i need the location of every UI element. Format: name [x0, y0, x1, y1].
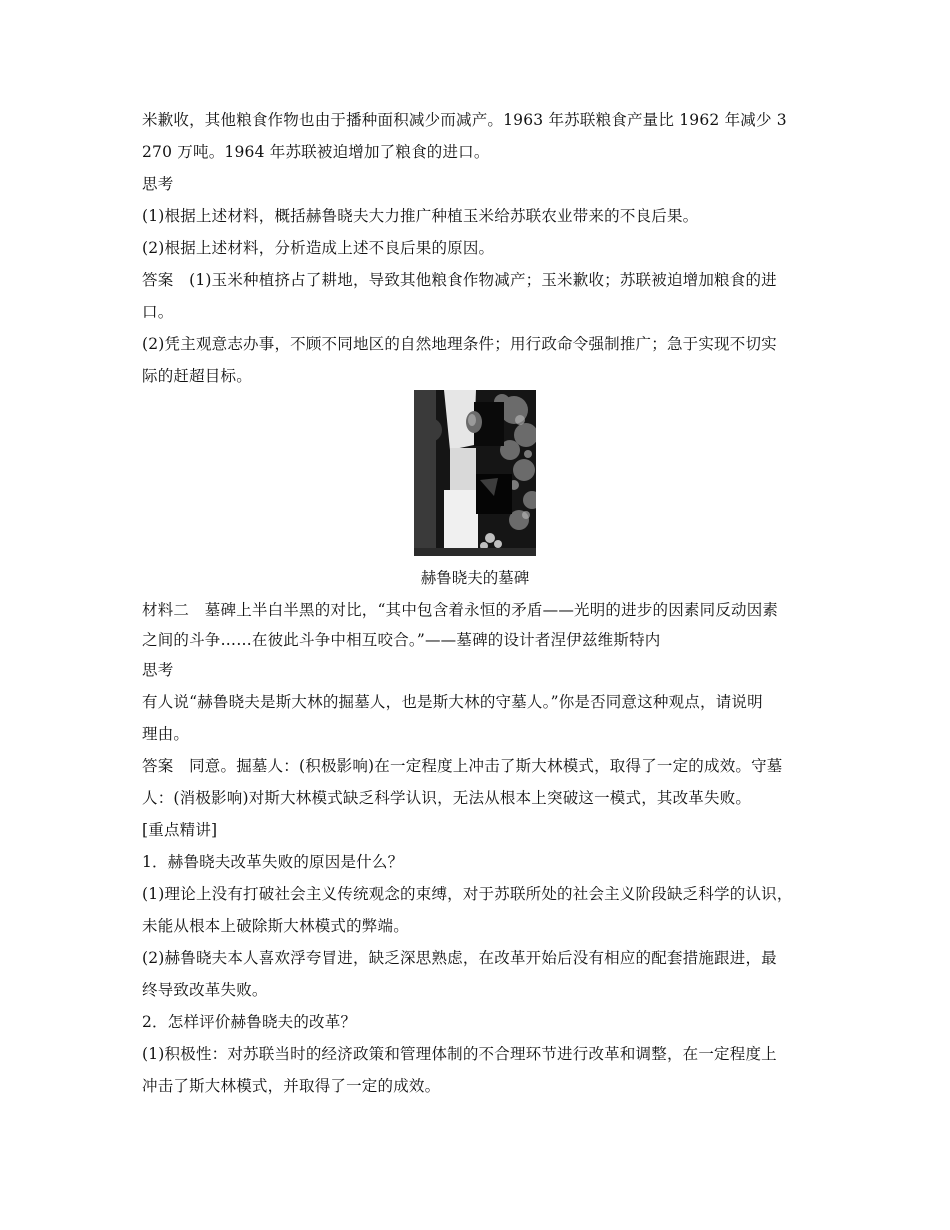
- answer-line: 人：(消极影响)对斯大林模式缺乏科学认识，无法从根本上突破这一模式，其改革失败。: [142, 789, 752, 807]
- answer-line: (2)凭主观意志办事，不顾不同地区的自然地理条件；用行政命令强制推广；急于实现不切实: [142, 335, 777, 353]
- section-heading: [重点精讲]: [142, 821, 218, 839]
- text-line: (2)赫鲁晓夫本人喜欢浮夸冒进，缺乏深思熟虑，在改革开始后没有相应的配套措施跟进，最: [142, 949, 777, 967]
- section-label: 思考: [142, 175, 174, 193]
- question-1: (1)根据上述材料，概括赫鲁晓夫大力推广种植玉米给苏联农业带来的不良后果。: [142, 207, 699, 225]
- text-line: (1)理论上没有打破社会主义传统观念的束缚，对于苏联所处的社会主义阶段缺乏科学的认识，: [142, 885, 793, 903]
- text-line: 米歉收，其他粮食作物也由于播种面积减少而减产。1963 年苏联粮食产量比 1962 年减少 3: [142, 111, 787, 129]
- answer-line: 答案 (1)玉米种植挤占了耕地，导致其他粮食作物减产；玉米歉收；苏联被迫增加粮食的进: [142, 271, 777, 289]
- answer-line: 际的赶超目标。: [142, 367, 252, 385]
- text-line: 未能从根本上破除斯大林模式的弊端。: [142, 917, 409, 935]
- question-line: 理由。: [142, 725, 190, 743]
- subheading: 2．怎样评价赫鲁晓夫的改革？: [142, 1013, 357, 1031]
- figure-caption: 赫鲁晓夫的墓碑: [420, 569, 530, 587]
- material-two: 材料二 墓碑上半白半黑的对比，“其中包含着永恒的矛盾——光明的进步的因素同反动因素: [142, 601, 779, 619]
- question-2: (2)根据上述材料，分析造成上述不良后果的原因。: [142, 239, 495, 257]
- subheading: 1．赫鲁晓夫改革失败的原因是什么？: [142, 853, 404, 871]
- answer-line: 口。: [142, 303, 174, 321]
- tombstone-photo: [414, 390, 536, 556]
- text-line: (1)积极性：对苏联当时的经济政策和管理体制的不合理环节进行改革和调整，在一定程度上: [142, 1045, 777, 1063]
- text-line: 之间的斗争……在彼此斗争中相互咬合。”——墓碑的设计者涅伊兹维斯特内: [142, 631, 661, 649]
- text-line: 冲击了斯大林模式，并取得了一定的成效。: [142, 1077, 441, 1095]
- question-line: 有人说“赫鲁晓夫是斯大林的掘墓人，也是斯大林的守墓人。”你是否同意这种观点，请说明: [142, 693, 763, 711]
- section-label: 思考: [142, 661, 174, 679]
- answer-line: 答案 同意。掘墓人：(积极影响)在一定程度上冲击了斯大林模式，取得了一定的成效。守墓: [142, 757, 783, 775]
- text-line: 终导致改革失败。: [142, 981, 268, 999]
- text-line: 270 万吨。1964 年苏联被迫增加了粮食的进口。: [142, 143, 490, 161]
